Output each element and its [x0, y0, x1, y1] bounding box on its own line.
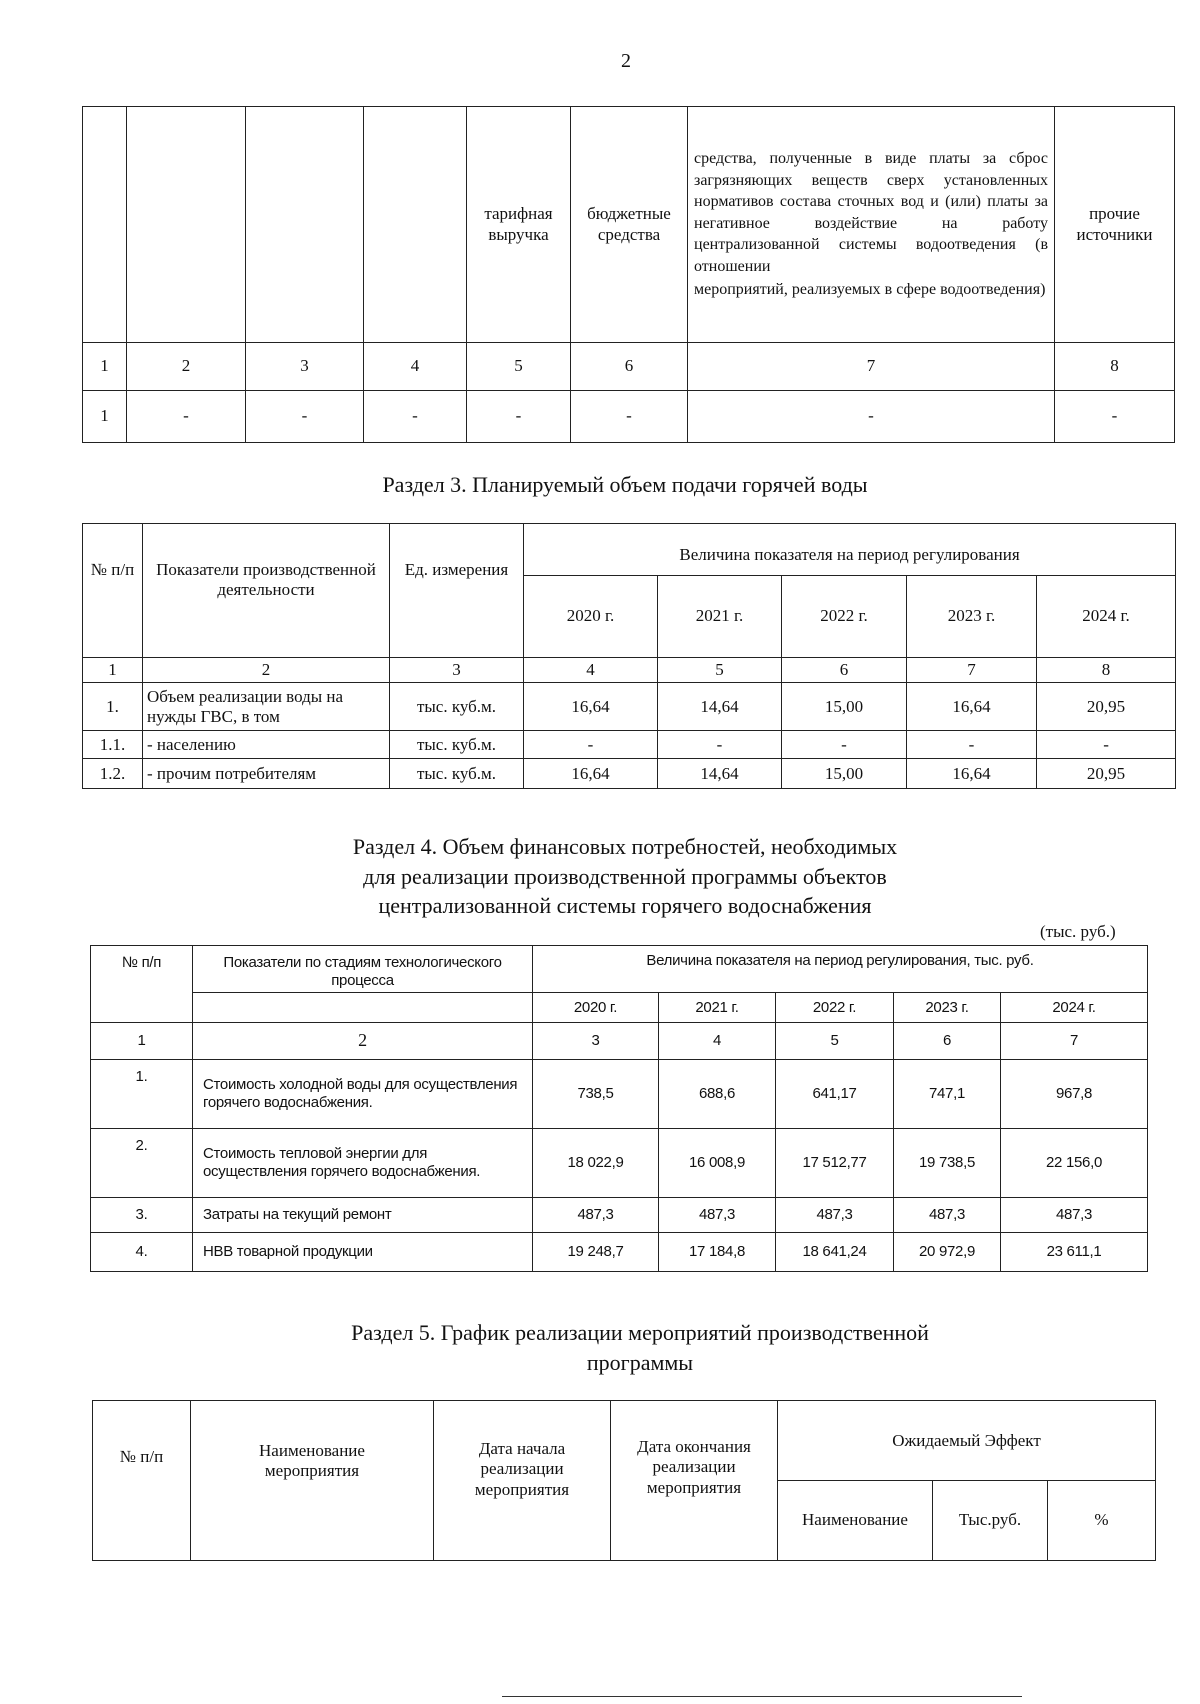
header-year: 2024 г. [1037, 576, 1176, 658]
column-number: 8 [1037, 658, 1176, 683]
row-value: 18 641,24 [776, 1233, 894, 1272]
row-value: 487,3 [894, 1198, 1001, 1233]
footer-rule [502, 1696, 1022, 1697]
section4-title [200, 832, 1050, 921]
row-name: Стоимость тепловой энергии для осуществления горячего водоснабжения. [193, 1129, 533, 1198]
header-pollution-fees [688, 107, 1055, 343]
column-number: 4 [364, 343, 467, 391]
table-row [83, 391, 1175, 443]
section4-title-line: для реализации производственной программы объектов [363, 863, 887, 889]
header-num: № п/п [83, 524, 143, 658]
row-num: 1.2. [83, 759, 143, 789]
column-number: 1 [91, 1023, 193, 1060]
column-number: 6 [894, 1023, 1001, 1060]
row-value: 641,17 [776, 1060, 894, 1129]
row-name: - населению [143, 731, 390, 759]
row-value: - [907, 731, 1037, 759]
column-numbers-row [83, 658, 1176, 683]
row-value: 487,3 [1001, 1198, 1148, 1233]
row-value: - [524, 731, 658, 759]
header-unit: Ед. измерения [390, 524, 524, 658]
hot-water-volume-table [82, 523, 1176, 789]
row-unit: тыс. куб.м. [390, 731, 524, 759]
table-cell: - [571, 391, 688, 443]
table-row [91, 1129, 1148, 1198]
column-number: 4 [659, 1023, 776, 1060]
header-year: 2024 г. [1001, 993, 1148, 1023]
row-value: 19 738,5 [894, 1129, 1001, 1198]
header-row [93, 1401, 1156, 1481]
section5-title-line: Раздел 5. График реализации мероприятий производственной [351, 1320, 929, 1345]
column-number: 7 [907, 658, 1037, 683]
header-cell-empty [127, 107, 246, 343]
section3-title: Раздел 3. Планируемый объем подачи горячей воды [382, 472, 868, 497]
column-number: 3 [390, 658, 524, 683]
table-row [83, 759, 1176, 789]
row-value: 16,64 [524, 683, 658, 731]
row-value: - [782, 731, 907, 759]
column-number: 1 [83, 343, 127, 391]
header-year: 2021 г. [659, 993, 776, 1023]
row-value: 20 972,9 [894, 1233, 1001, 1272]
header-name: Наименование мероприятия [191, 1401, 434, 1561]
row-num: 2. [91, 1129, 193, 1198]
header-tariff-revenue: тарифная выручка [467, 107, 571, 343]
row-value: 16,64 [907, 759, 1037, 789]
row-name: НВВ товарной продукции [193, 1233, 533, 1272]
column-number: 7 [688, 343, 1055, 391]
column-numbers-row [91, 1023, 1148, 1060]
header-year: 2023 г. [907, 576, 1037, 658]
row-value: 487,3 [776, 1198, 894, 1233]
row-unit: тыс. куб.м. [390, 683, 524, 731]
header-year: 2022 г. [782, 576, 907, 658]
header-start-date: Дата начала реализации мероприятия [434, 1401, 611, 1561]
column-number: 2 [127, 343, 246, 391]
row-value: 747,1 [894, 1060, 1001, 1129]
table-row [91, 1233, 1148, 1272]
table-row [83, 683, 1176, 731]
header-effect-percent: % [1048, 1481, 1156, 1561]
section4-title-line: централизованной системы горячего водоснабжения [378, 893, 872, 919]
header-pollution-fees-text: средства, полученные в виде платы за сброс загрязняющих веществ сверх установленных нормативов состава сточных вод и (или) платы за негативное воздействие на работу централизованной системы водоотведения (в отношении [694, 149, 1048, 275]
row-value: 22 156,0 [1001, 1129, 1148, 1198]
row-num: 3. [91, 1198, 193, 1233]
row-value: 19 248,7 [533, 1233, 659, 1272]
column-number: 5 [467, 343, 571, 391]
header-year: 2020 г. [524, 576, 658, 658]
row-value: 17 512,77 [776, 1129, 894, 1198]
header-row [83, 107, 1175, 343]
financial-needs-table [90, 945, 1148, 1272]
row-num: 4. [91, 1233, 193, 1272]
table-cell: - [688, 391, 1055, 443]
row-value: 17 184,8 [659, 1233, 776, 1272]
section5-title [200, 1318, 1080, 1377]
column-number: 6 [571, 343, 688, 391]
header-year: 2020 г. [533, 993, 659, 1023]
header-num: № п/п [91, 946, 193, 1023]
header-cell-empty [364, 107, 467, 343]
section5-title-line: программы [586, 1349, 694, 1375]
table-cell: - [467, 391, 571, 443]
row-value: 20,95 [1037, 683, 1176, 731]
unit-note: (тыс. руб.) [1040, 922, 1116, 941]
row-name: Стоимость холодной воды для осуществления горячего водоснабжения. [193, 1060, 533, 1129]
header-pollution-fees-text-end: мероприятий, реализуемых в сфере водоотведения) [694, 281, 1046, 299]
page-number: 2 [621, 50, 631, 72]
table-row [91, 1198, 1148, 1233]
row-num: 1.1. [83, 731, 143, 759]
header-cell-empty [246, 107, 364, 343]
column-number: 8 [1055, 343, 1175, 391]
row-value: - [658, 731, 782, 759]
row-value: 487,3 [533, 1198, 659, 1233]
row-unit: тыс. куб.м. [390, 759, 524, 789]
column-number: 1 [83, 658, 143, 683]
row-value: 15,00 [782, 759, 907, 789]
table-cell: - [246, 391, 364, 443]
header-budget-funds: бюджетные средства [571, 107, 688, 343]
header-effect-name: Наименование [778, 1481, 933, 1561]
row-num: 1. [83, 683, 143, 731]
row-value: 487,3 [659, 1198, 776, 1233]
header-other-sources: прочие источники [1055, 107, 1175, 343]
column-number: 4 [524, 658, 658, 683]
table-cell: - [127, 391, 246, 443]
header-year: 2023 г. [894, 993, 1001, 1023]
header-year: 2022 г. [776, 993, 894, 1023]
row-num: 1. [91, 1060, 193, 1129]
header-row [91, 946, 1148, 993]
column-number: 5 [776, 1023, 894, 1060]
header-indicator: Показатели по стадиям технологического процесса [193, 946, 533, 993]
row-value: 14,64 [658, 759, 782, 789]
row-value: 967,8 [1001, 1060, 1148, 1129]
header-end-date: Дата окончания реализации мероприятия [611, 1401, 778, 1561]
header-indicator: Показатели производственной деятельности [143, 524, 390, 658]
header-effect-sum: Тыс.руб. [933, 1481, 1048, 1561]
table-cell: - [1055, 391, 1175, 443]
column-numbers-row [83, 343, 1175, 391]
row-value: 20,95 [1037, 759, 1176, 789]
header-years-row [91, 993, 1148, 1023]
header-indicator-cont [193, 993, 533, 1023]
row-value: 16 008,9 [659, 1129, 776, 1198]
table-cell: - [364, 391, 467, 443]
header-period: Величина показателя на период регулирования [524, 524, 1176, 576]
row-value: - [1037, 731, 1176, 759]
column-number: 6 [782, 658, 907, 683]
row-value: 16,64 [524, 759, 658, 789]
table-row [83, 731, 1176, 759]
column-number: 3 [533, 1023, 659, 1060]
column-number: 5 [658, 658, 782, 683]
header-expected-effect: Ожидаемый Эффект [778, 1401, 1156, 1481]
row-value: 15,00 [782, 683, 907, 731]
row-value: 688,6 [659, 1060, 776, 1129]
row-value: 16,64 [907, 683, 1037, 731]
row-name: - прочим потребителям [143, 759, 390, 789]
section4-title-line: Раздел 4. Объем финансовых потребностей, необходимых [352, 834, 898, 859]
header-period: Величина показателя на период регулирования, тыс. руб. [533, 946, 1148, 993]
header-row [83, 524, 1176, 576]
table-row [91, 1060, 1148, 1129]
table-cell: 1 [83, 391, 127, 443]
header-year: 2021 г. [658, 576, 782, 658]
row-value: 23 611,1 [1001, 1233, 1148, 1272]
schedule-table [92, 1400, 1156, 1561]
row-value: 14,64 [658, 683, 782, 731]
row-name: Затраты на текущий ремонт [193, 1198, 533, 1233]
column-number: 2 [193, 1023, 533, 1060]
funding-sources-table [82, 106, 1175, 443]
column-number: 7 [1001, 1023, 1148, 1060]
header-cell-empty [83, 107, 127, 343]
column-number: 3 [246, 343, 364, 391]
row-value: 18 022,9 [533, 1129, 659, 1198]
row-name: Объем реализации воды на нужды ГВС, в том [143, 683, 390, 731]
row-value: 738,5 [533, 1060, 659, 1129]
header-num: № п/п [93, 1401, 191, 1561]
column-number: 2 [143, 658, 390, 683]
